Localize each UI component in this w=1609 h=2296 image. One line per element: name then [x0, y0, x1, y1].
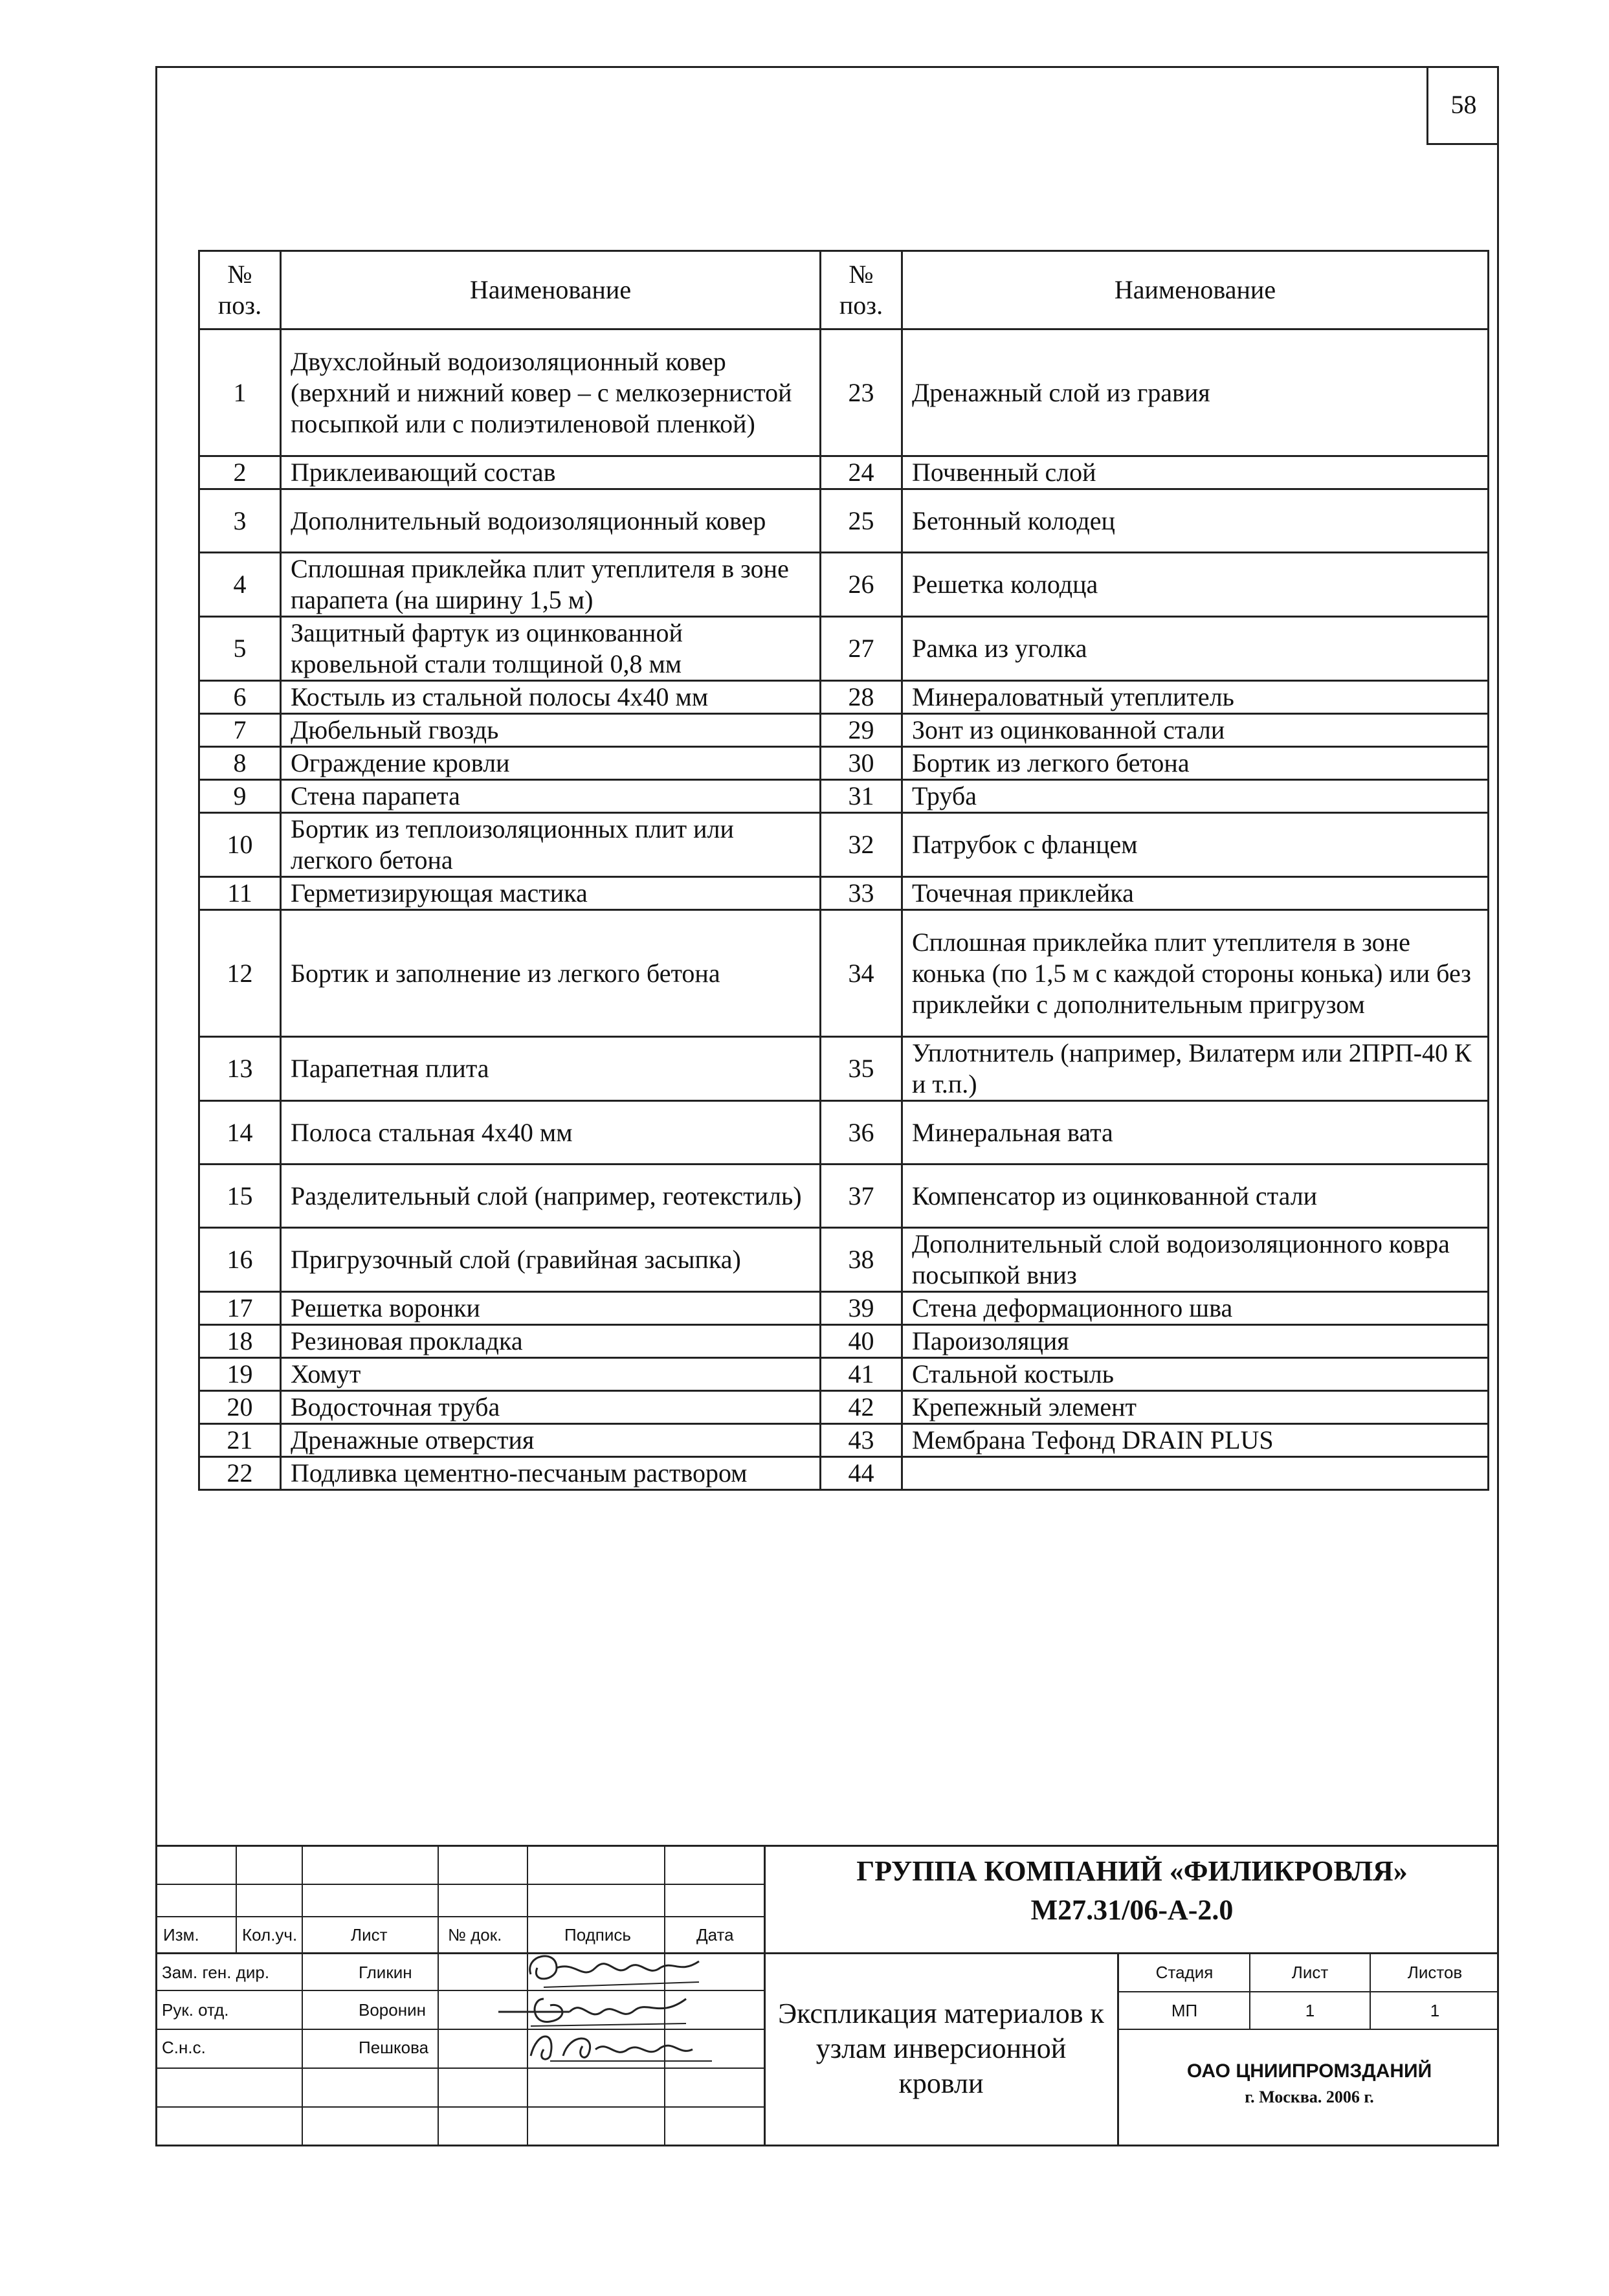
name-glikin: Гликин [359, 1963, 412, 1982]
name-left-cell: Пригрузочный слой (гравийная засыпка) [281, 1228, 821, 1292]
table-row [199, 1165, 1489, 1228]
name-voronin: Воронин [359, 2000, 426, 2020]
signature-peshkova [524, 2023, 718, 2069]
pos-right-cell: 40 [821, 1325, 902, 1358]
pos-right-cell: 24 [821, 456, 902, 489]
name-right-cell: Бортик из легкого бетона [902, 747, 1489, 780]
table-row [199, 1228, 1489, 1292]
col-list: Лист [351, 1925, 388, 1945]
pos-left-cell: 13 [199, 1037, 281, 1101]
name-right-cell: Труба [902, 780, 1489, 813]
pos-right-cell: 27 [821, 617, 902, 681]
name-right-cell: Стальной костыль [902, 1358, 1489, 1391]
pos-left-cell: 12 [199, 910, 281, 1037]
name-left-cell: Приклеивающий состав [281, 456, 821, 489]
name-right-cell: Пароизоляция [902, 1325, 1489, 1358]
header-pos-right: № поз. [821, 251, 902, 329]
stage-header: Стадия [1155, 1962, 1214, 1982]
name-right-cell: Сплошная приклейка плит утеплителя в зоне конька (по 1,5 м с каждой стороны конька) или без приклейки с дополнительным пригрузом [902, 910, 1489, 1037]
name-right-cell: Решетка колодца [902, 553, 1489, 617]
pos-right-cell: 31 [821, 780, 902, 813]
table-row [199, 910, 1489, 1037]
pos-left-cell: 22 [199, 1457, 281, 1490]
table-row [199, 1101, 1489, 1165]
pos-right-cell: 28 [821, 681, 902, 714]
pos-right-cell: 33 [821, 877, 902, 910]
pos-right-cell: 23 [821, 329, 902, 456]
name-left-cell: Водосточная труба [281, 1391, 821, 1424]
header-pos-left: № поз. [199, 251, 281, 329]
company-name: ГРУППА КОМПАНИЙ «ФИЛИКРОВЛЯ» [856, 1855, 1408, 1887]
pos-left-cell: 15 [199, 1165, 281, 1228]
name-right-cell: Уплотнитель (например, Вилатерм или 2ПРП-40 К и т.п.) [902, 1037, 1489, 1101]
pos-left-cell: 5 [199, 617, 281, 681]
role-dept-head: Рук. отд. [162, 2000, 229, 2020]
doc-code: М27.31/06-А-2.0 [1030, 1893, 1234, 1926]
name-right-cell: Рамка из уголка [902, 617, 1489, 681]
name-left-cell: Решетка воронки [281, 1292, 821, 1325]
pos-right-cell: 38 [821, 1228, 902, 1292]
name-right-cell: Патрубок с фланцем [902, 813, 1489, 877]
sheets-header: Листов [1407, 1962, 1463, 1982]
org-name: ОАО ЦНИИПРОМЗДАНИЙ [1186, 2060, 1432, 2082]
table-row [199, 714, 1489, 747]
pos-right-cell: 44 [821, 1457, 902, 1490]
name-peshkova: Пешкова [359, 2038, 429, 2057]
name-left-cell: Ограждение кровли [281, 747, 821, 780]
col-kol-uch: Кол.уч. [242, 1925, 298, 1945]
header-name-left: Наименование [281, 251, 821, 329]
table-row [199, 489, 1489, 553]
name-left-cell: Дренажные отверстия [281, 1424, 821, 1457]
name-right-cell: Зонт из оцинкованной стали [902, 714, 1489, 747]
name-left-cell: Дюбельный гвоздь [281, 714, 821, 747]
stage-value: МП [1171, 2000, 1198, 2020]
name-right-cell: Минеральная вата [902, 1101, 1489, 1165]
pos-right-cell: 39 [821, 1292, 902, 1325]
page-number: 58 [1426, 66, 1499, 145]
pos-right-cell: 29 [821, 714, 902, 747]
table-row [199, 617, 1489, 681]
name-left-cell: Разделительный слой (например, геотекстиль) [281, 1165, 821, 1228]
pos-left-cell: 6 [199, 681, 281, 714]
pos-left-cell: 10 [199, 813, 281, 877]
col-izm: Изм. [163, 1925, 199, 1945]
name-left-cell: Полоса стальная 4х40 мм [281, 1101, 821, 1165]
pos-right-cell: 42 [821, 1391, 902, 1424]
name-left-cell: Резиновая прокладка [281, 1325, 821, 1358]
table-row [199, 1391, 1489, 1424]
table-header-row [199, 251, 1489, 329]
pos-left-cell: 1 [199, 329, 281, 456]
name-right-cell: Дренажный слой из гравия [902, 329, 1489, 456]
pos-left-cell: 3 [199, 489, 281, 553]
pos-right-cell: 36 [821, 1101, 902, 1165]
col-doc-no: № док. [448, 1925, 502, 1945]
pos-left-cell: 8 [199, 747, 281, 780]
pos-right-cell: 37 [821, 1165, 902, 1228]
name-left-cell: Дополнительный водоизоляционный ковер [281, 489, 821, 553]
header-name-right: Наименование [902, 251, 1489, 329]
name-left-cell: Сплошная приклейка плит утеплителя в зоне парапета (на ширину 1,5 м) [281, 553, 821, 617]
sheet-header: Лист [1291, 1962, 1329, 1982]
name-left-cell: Защитный фартук из оцинкованной кровельной стали толщиной 0,8 мм [281, 617, 821, 681]
name-left-cell: Герметизирующая мастика [281, 877, 821, 910]
name-right-cell: Стена деформационного шва [902, 1292, 1489, 1325]
name-right-cell: Крепежный элемент [902, 1391, 1489, 1424]
table-row [199, 813, 1489, 877]
table-row [199, 456, 1489, 489]
pos-left-cell: 20 [199, 1391, 281, 1424]
table-row [199, 780, 1489, 813]
name-left-cell: Двухслойный водоизоляционный ковер (верхний и нижний ковер – с мелкозернистой посыпкой или с полиэтиленовой пленкой) [281, 329, 821, 456]
pos-left-cell: 7 [199, 714, 281, 747]
table-row [199, 1358, 1489, 1391]
pos-right-cell: 43 [821, 1424, 902, 1457]
name-right-cell: Компенсатор из оцинкованной стали [902, 1165, 1489, 1228]
sheet-value: 1 [1305, 2000, 1315, 2020]
name-right-cell [902, 1457, 1489, 1490]
pos-left-cell: 21 [199, 1424, 281, 1457]
table-row [199, 1457, 1489, 1490]
pos-left-cell: 11 [199, 877, 281, 910]
table-row [199, 1292, 1489, 1325]
table-row [199, 1424, 1489, 1457]
pos-right-cell: 25 [821, 489, 902, 553]
name-left-cell: Хомут [281, 1358, 821, 1391]
pos-right-cell: 41 [821, 1358, 902, 1391]
pos-left-cell: 16 [199, 1228, 281, 1292]
pos-left-cell: 17 [199, 1292, 281, 1325]
table-row [199, 1037, 1489, 1101]
pos-right-cell: 35 [821, 1037, 902, 1101]
table-row [199, 877, 1489, 910]
table-row [199, 1325, 1489, 1358]
pos-right-cell: 32 [821, 813, 902, 877]
table-row [199, 747, 1489, 780]
name-left-cell: Бортик и заполнение из легкого бетона [281, 910, 821, 1037]
pos-right-cell: 26 [821, 553, 902, 617]
sheets-value: 1 [1430, 2000, 1440, 2020]
pos-right-cell: 30 [821, 747, 902, 780]
name-right-cell: Минераловатный утеплитель [902, 681, 1489, 714]
pos-left-cell: 18 [199, 1325, 281, 1358]
pos-left-cell: 14 [199, 1101, 281, 1165]
role-deputy-director: Зам. ген. дир. [162, 1963, 270, 1982]
name-left-cell: Стена парапета [281, 780, 821, 813]
name-right-cell: Точечная приклейка [902, 877, 1489, 910]
name-left-cell: Парапетная плита [281, 1037, 821, 1101]
name-left-cell: Подливка цементно-песчаным раствором [281, 1457, 821, 1490]
role-senior-researcher: С.н.с. [162, 2038, 206, 2057]
name-right-cell: Почвенный слой [902, 456, 1489, 489]
doc-title: Экспликация материалов к узлам инверсионной кровли [778, 1998, 1104, 2099]
pos-left-cell: 9 [199, 780, 281, 813]
name-left-cell: Костыль из стальной полосы 4х40 мм [281, 681, 821, 714]
pos-right-cell: 34 [821, 910, 902, 1037]
name-left-cell: Бортик из теплоизоляционных плит или легкого бетона [281, 813, 821, 877]
pos-left-cell: 2 [199, 456, 281, 489]
name-right-cell: Дополнительный слой водоизоляционного ковра посыпкой вниз [902, 1228, 1489, 1292]
table-row [199, 329, 1489, 456]
name-right-cell: Мембрана Тефонд DRAIN PLUS [902, 1424, 1489, 1457]
table-row [199, 553, 1489, 617]
name-right-cell: Бетонный колодец [902, 489, 1489, 553]
org-city: г. Москва. 2006 г. [1245, 2088, 1374, 2106]
col-date: Дата [696, 1925, 734, 1945]
materials-table [198, 250, 1489, 1491]
table-row [199, 681, 1489, 714]
col-signature: Подпись [564, 1925, 631, 1945]
pos-left-cell: 4 [199, 553, 281, 617]
pos-left-cell: 19 [199, 1358, 281, 1391]
title-block [155, 1845, 1499, 2146]
